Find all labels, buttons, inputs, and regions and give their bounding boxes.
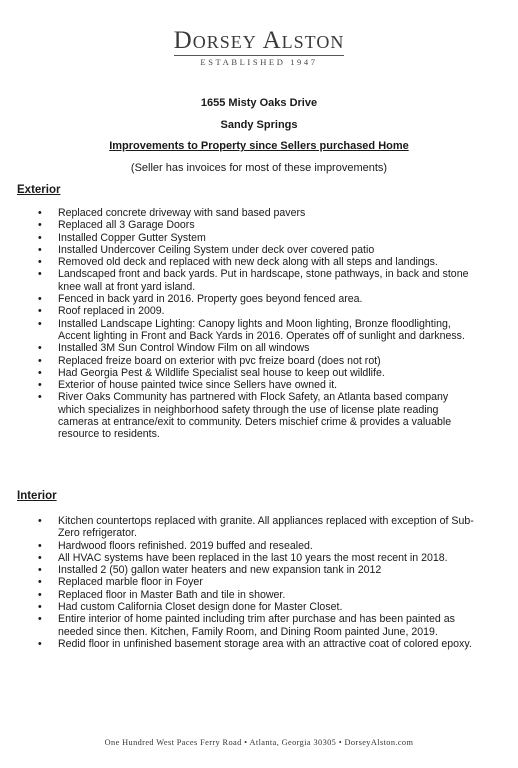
exterior-list (38, 207, 478, 441)
list-item: • Had Georgia Pest & Wildlife Specialist seal house to keep out wildlife. (38, 367, 478, 379)
interior-heading: Interior (17, 490, 57, 502)
list-item: • Replaced floor in Master Bath and tile in shower. (38, 589, 478, 601)
document-title: Improvements to Property since Sellers purchased Home (109, 140, 409, 152)
footer-address: One Hundred West Paces Ferry Road • Atlanta, Georgia 30305 • DorseyAlston.com (104, 738, 414, 747)
list-item: • Kitchen countertops replaced with granite. All appliances replaced with exception of Sub-Zero refrigerator. (38, 515, 478, 540)
list-item: • River Oaks Community has partnered with Flock Safety, an Atlanta based company which specializes in neighborhood safety through the use of license plate reading cameras at entrance/exit to community. Deters mischief crime & provides a valuable resource to residents. (38, 391, 478, 440)
list-item: • Roof replaced in 2009. (38, 305, 478, 317)
list-item: • Hardwood floors refinished. 2019 buffed and resealed. (38, 540, 478, 552)
list-item: • Redid floor in unfinished basement storage area with an attractive coat of colored epoxy. (38, 638, 478, 650)
list-item: • Installed Landscape Lighting: Canopy lights and Moon lighting, Bronze floodlighting, Accent lighting in Front and Back Yards in 2016. Operates off of sunlight and darkness. (38, 318, 478, 343)
list-item: • Installed 2 (50) gallon water heaters and new expansion tank in 2012 (38, 564, 478, 576)
logo-established: ESTABLISHED 1947 (200, 57, 318, 67)
list-item: • Replaced all 3 Garage Doors (38, 219, 478, 231)
list-item: • Installed 3M Sun Control Window Film on all windows (38, 342, 478, 354)
list-item: • Replaced concrete driveway with sand based pavers (38, 207, 478, 219)
logo-rule (174, 55, 344, 56)
property-city: Sandy Springs (220, 119, 298, 131)
exterior-heading: Exterior (17, 184, 61, 196)
list-item: • Landscaped front and back yards. Put in hardscape, stone pathways, in back and stone knee wall at front yard island. (38, 268, 478, 293)
invoice-note: (Seller has invoices for most of these improvements) (130, 162, 388, 174)
list-item: • Entire interior of home painted including trim after purchase and has been painted as needed since then. Kitchen, Family Room, and Dining Room painted June, 2019. (38, 613, 478, 638)
property-address: 1655 Misty Oaks Drive (200, 97, 318, 109)
interior-list (38, 515, 478, 650)
list-item: • Replaced freize board on exterior with pvc freize board (does not rot) (38, 355, 478, 367)
list-item: • Installed Copper Gutter System (38, 232, 478, 244)
list-item: • Removed old deck and replaced with new deck along with all steps and landings. (38, 256, 478, 268)
list-item: • Replaced marble floor in Foyer (38, 576, 478, 588)
logo-name: Dorsey Alston (173, 27, 345, 54)
list-item: • Had custom California Closet design done for Master Closet. (38, 601, 478, 613)
list-item: • Fenced in back yard in 2016. Property goes beyond fenced area. (38, 293, 478, 305)
list-item: • Exterior of house painted twice since Sellers have owned it. (38, 379, 478, 391)
list-item: • All HVAC systems have been replaced in the last 10 years the most recent in 2018. (38, 552, 478, 564)
company-logo (0, 28, 518, 67)
list-item: • Installed Undercover Ceiling System under deck over covered patio (38, 244, 478, 256)
